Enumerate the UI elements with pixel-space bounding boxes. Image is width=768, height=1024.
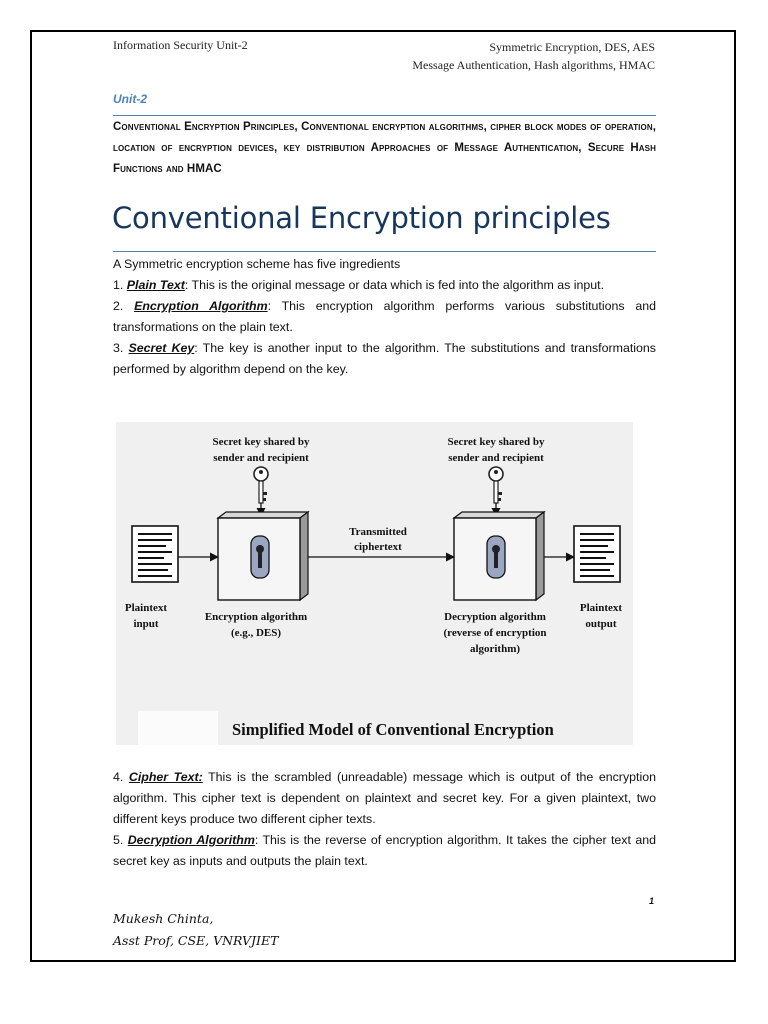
plaintext-output-document-icon bbox=[574, 526, 620, 582]
page-number: 1 bbox=[649, 896, 655, 906]
plain-out-line1: Plaintext bbox=[579, 602, 623, 614]
dec-line3: algorithm) bbox=[469, 643, 521, 655]
dec-line2: (reverse of encryption bbox=[443, 627, 547, 639]
header-right-line1: Symmetric Encryption, DES, AES bbox=[489, 40, 655, 54]
key-left-line1: Secret key shared by bbox=[212, 436, 310, 448]
heading-rule bbox=[113, 251, 656, 252]
ingredient-item: 5. Decryption Algorithm: This is the reverse of encryption algorithm. It takes the cipher text and secret key as inputs and outputs the plain text. bbox=[113, 833, 656, 868]
ingredients-list-continued bbox=[113, 767, 656, 872]
header-left: Information Security Unit-2 bbox=[113, 38, 248, 52]
unit-label: Unit-2 bbox=[113, 92, 147, 106]
term: Encryption Algorithm bbox=[134, 299, 268, 313]
plain-out-line2: output bbox=[585, 618, 617, 630]
plain-in-line2: input bbox=[133, 618, 159, 630]
transmitted-line1: Transmitted bbox=[349, 526, 407, 538]
header-right bbox=[412, 38, 655, 74]
ingredient-item: 2. Encryption Algorithm: This encryption algorithm performs various substitutions and transformations on the plain text. bbox=[113, 299, 656, 334]
plain-in-line1: Plaintext bbox=[124, 602, 168, 614]
footer-author: Mukesh Chinta, bbox=[113, 911, 214, 926]
encryption-model-diagram bbox=[116, 422, 633, 745]
enc-line2: (e.g., DES) bbox=[230, 627, 282, 639]
header-right-line2: Message Authentication, Hash algorithms, HMAC bbox=[412, 58, 655, 72]
plaintext-input-document-icon bbox=[132, 526, 178, 582]
diagram-caption: Simplified Model of Conventional Encryption bbox=[232, 720, 554, 739]
enc-line1: Encryption algorithm bbox=[204, 611, 308, 623]
diagram-svg bbox=[116, 422, 633, 745]
ingredient-item: 3. Secret Key: The key is another input to the algorithm. The substitutions and transformations performed by algorithm depend on the key. bbox=[113, 341, 657, 376]
term: Secret Key bbox=[128, 341, 195, 355]
dec-line1: Decryption algorithm bbox=[444, 611, 546, 623]
key-right-line2: sender and recipient bbox=[448, 452, 544, 464]
footer bbox=[113, 908, 278, 952]
topics-list: Conventional Encryption Principles, Conventional encryption algorithms, cipher block modes of operation, location of encryption devices, key distribution Approaches of Message Authentication, Secure Hash Functions and HMAC bbox=[113, 121, 656, 175]
key-icon bbox=[254, 467, 268, 503]
decryption-algorithm-box bbox=[454, 512, 544, 600]
term: Decryption Algorithm bbox=[127, 833, 255, 847]
key-right-line1: Secret key shared by bbox=[447, 436, 545, 448]
ingredients-list bbox=[113, 254, 656, 380]
ingredient-item: 4. Cipher Text: This is the scrambled (unreadable) message which is output of the encryption algorithm. This cipher text is dependent on plaintext and secret key. For a given plaintext, two different keys produce two different cipher texts. bbox=[113, 770, 657, 826]
ingredient-item: 1. Plain Text: This is the original message or data which is fed into the algorithm as input. bbox=[113, 278, 605, 292]
encryption-algorithm-box bbox=[218, 512, 308, 600]
caption-blank-box bbox=[138, 711, 218, 745]
transmitted-line2: ciphertext bbox=[354, 541, 402, 553]
term: Cipher Text: bbox=[128, 770, 203, 784]
intro-text: A Symmetric encryption scheme has five ingredients bbox=[113, 257, 401, 271]
key-icon bbox=[489, 467, 503, 503]
section-heading: Conventional Encryption principles bbox=[112, 201, 611, 235]
unit-rule bbox=[113, 115, 656, 116]
term: Plain Text bbox=[126, 278, 185, 292]
footer-affiliation: Asst Prof, CSE, VNRVJIET bbox=[113, 933, 279, 948]
key-left-line2: sender and recipient bbox=[213, 452, 309, 464]
